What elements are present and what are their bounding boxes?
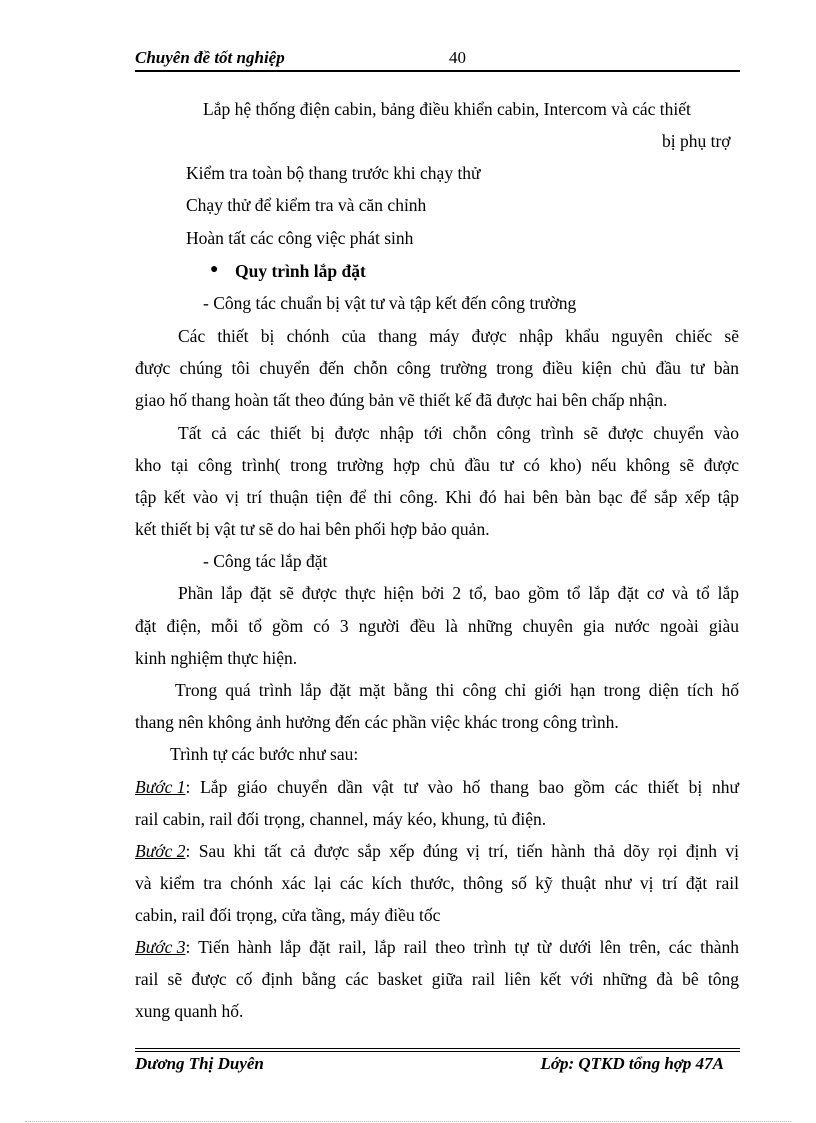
paragraph-line: thang nên không ảnh hưởng đến các phần việc khác trong công trình. (135, 712, 619, 732)
header-title: Chuyên đề tốt nghiệp (135, 48, 285, 67)
header-rule (135, 70, 740, 72)
step-1-text: : Lắp giáo chuyển dần vật tư vào hố thang bao gồm các thiết bị như (185, 777, 739, 797)
step-3-line (135, 936, 739, 958)
footer-class: Lớp: QTKD tổng hợp 47A (540, 1054, 724, 1073)
footer-rule (135, 1051, 740, 1052)
paragraph-line: cabin, rail đối trọng, cửa tầng, máy điều tốc (135, 905, 441, 925)
step-1-line (135, 776, 739, 798)
text-line: - Công tác lắp đặt (203, 551, 328, 571)
step-3-text: : Tiến hành lắp đặt rail, lắp rail theo trình tự từ dưới lên trên, các thành (185, 937, 739, 957)
step-1-label: Bước 1 (135, 777, 186, 797)
text-line: Hoàn tất các công việc phát sinh (186, 228, 414, 248)
step-2-line (135, 840, 739, 862)
paragraph-line: và kiểm tra chónh xác lại các kích thước, thông số kỹ thuật như vị trí đặt rail (135, 873, 739, 893)
paragraph-line: tập kết vào vị trí thuận tiện để thi công. Khi đó hai bên bàn bạc để sắp xếp tập (135, 487, 739, 507)
paragraph-line: Tất cả các thiết bị được nhập tới chỗn công trình sẽ được chuyển vào (178, 423, 739, 443)
text-line: bị phụ trợ (662, 131, 731, 151)
paragraph-line: kinh nghiệm thực hiện. (135, 648, 298, 668)
page-header (135, 48, 740, 72)
page-number: 40 (449, 48, 466, 67)
paragraph-line: Các thiết bị chónh của thang máy được nhập khẩu nguyên chiếc sẽ (178, 326, 739, 346)
paragraph-line: rail cabin, rail đối trọng, channel, máy kéo, khung, tủ điện. (135, 809, 547, 829)
paragraph-line: đặt điện, mỗi tổ gồm có 3 người đều là những chuyên gia nước ngoài giàu (135, 616, 739, 636)
step-3-label: Bước 3 (135, 937, 186, 957)
paragraph-line: rail sẽ được cố định bằng các basket giữa rail liên kết với những đà bê tông (135, 969, 739, 989)
paragraph-line: xung quanh hố. (135, 1001, 244, 1021)
text-line: Kiểm tra toàn bộ thang trước khi chạy thử (186, 163, 481, 183)
page-edge-divider (25, 1121, 791, 1122)
step-2-text: : Sau khi tất cả được sắp xếp đúng vị trí, tiến hành thả dõy rọi định vị (185, 841, 739, 861)
text-line: Lắp hệ thống điện cabin, bảng điều khiển cabin, Intercom và các thiết (203, 99, 691, 119)
step-2-label: Bước 2 (135, 841, 186, 861)
bullet-icon: ● (210, 262, 219, 277)
text-line: Trình tự các bước như sau: (170, 744, 359, 764)
paragraph-line: được chúng tôi chuyển đến chỗn công trường trong điều kiện chủ đầu tư bàn (135, 358, 739, 378)
paragraph-line: Phần lắp đặt sẽ được thực hiện bởi 2 tổ, bao gồm tổ lắp đặt cơ và tổ lắp (178, 583, 739, 603)
paragraph-line: giao hố thang hoàn tất theo đúng bản vẽ thiết kế đã được hai bên chấp nhận. (135, 390, 668, 410)
paragraph-line: kho tại công trình( trong trường hợp chủ đầu tư có kho) nếu không sẽ được (135, 455, 739, 475)
footer-author: Dương Thị Duyên (135, 1054, 264, 1073)
paragraph-line: Trong quá trình lắp đặt mặt bằng thi công chỉ giới hạn trong diện tích hố (175, 680, 739, 700)
footer-rule (135, 1048, 740, 1049)
section-heading: Quy trình lắp đặt (235, 261, 366, 281)
text-line: Chạy thử để kiểm tra và căn chỉnh (186, 195, 427, 215)
paragraph-line: kết thiết bị vật tư sẽ do hai bên phối hợp bảo quản. (135, 519, 490, 539)
text-line: - Công tác chuẩn bị vật tư và tập kết đến công trường (203, 293, 577, 313)
